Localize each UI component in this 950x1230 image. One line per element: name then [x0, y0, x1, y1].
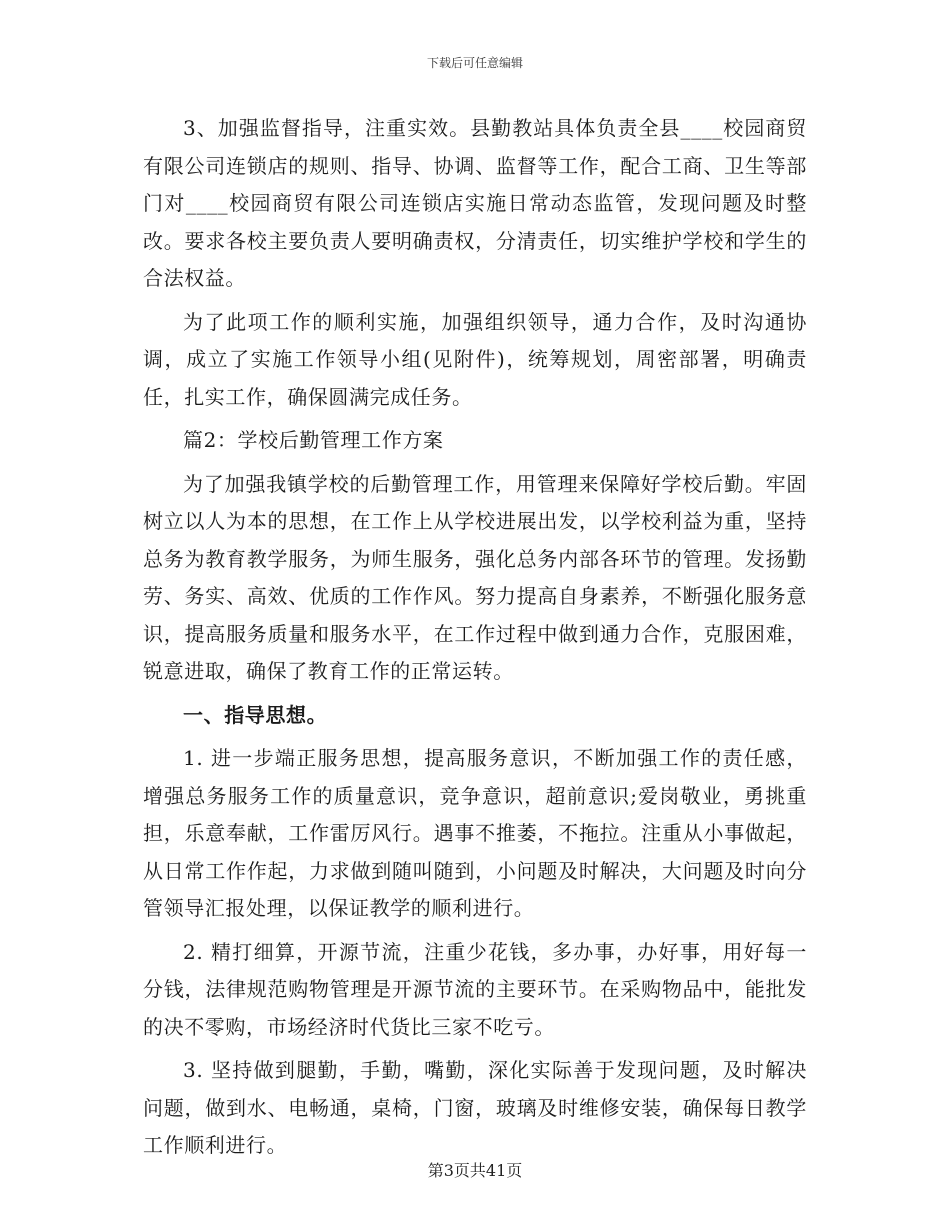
- page-number: 第3页共41页: [427, 1161, 523, 1180]
- document-body: [143, 110, 807, 1165]
- paragraph-intro: 为了加强我镇学校的后勤管理工作，用管理来保障好学校后勤。牢固树立以人为本的思想，在工作上从学校进展出发，以学校利益为重，坚持总务为教育教学服务，为师生服务，强化总务内部各环节的管理。发扬勤劳、务实、高效、优质的工作作风。努力提高自身素养，不断强化服务意识，提高服务质量和服务水平，在工作过程中做到通力合作，克服困难，锐意进取，确保了教育工作的正常运转。: [143, 471, 807, 683]
- heading-guiding-ideology: 一、指导思想。: [183, 702, 328, 727]
- paragraph-implementation: 为了此项工作的顺利实施，加强组织领导，通力合作，及时沟通协调，成立了实施工作领导小组(见附件)，统筹规划，周密部署，明确责任，扎实工作，确保圆满完成任务。: [143, 309, 807, 409]
- list-item-3: 3. 坚持做到腿勤，手勤，嘴勤，深化实际善于发现问题，及时解决问题，做到水、电畅通，桌椅，门窗，玻璃及时维修安装，确保每日教学工作顺利进行。: [143, 1058, 807, 1157]
- paragraph-supervision: 3、加强监督指导，注重实效。县勤教站具体负责全县____校园商贸有限公司连锁店的规则、指导、协调、监督等工作，配合工商、卫生等部门对____校园商贸有限公司连锁店实施日常动态监管，发现问题及时整改。要求各校主要负责人要明确责权，分清责任，切实维护学校和学生的合法权益。: [143, 116, 807, 290]
- list-item-1: 1. 进一步端正服务思想，提高服务意识，不断加强工作的责任感，增强总务服务工作的质量意识，竞争意识，超前意识;爱岗敬业，勇挑重担，乐意奉献，工作雷厉风行。遇事不推萎，不拖拉。注重从小事做起，从日常工作作起，力求做到随叫随到，小问题及时解决，大问题及时向分管领导汇报处理，以保证教学的顺利进行。: [143, 746, 807, 920]
- page-header: 下载后可任意编辑: [426, 56, 523, 70]
- section-title: 篇2：学校后勤管理工作方案: [183, 428, 444, 452]
- list-item-2: 2. 精打细算，开源节流，注重少花钱，多办事，办好事，用好每一分钱，法律规范购物管理是开源节流的主要环节。在采购物品中，能批发的决不零购，市场经济时代货比三家不吃亏。: [143, 939, 807, 1039]
